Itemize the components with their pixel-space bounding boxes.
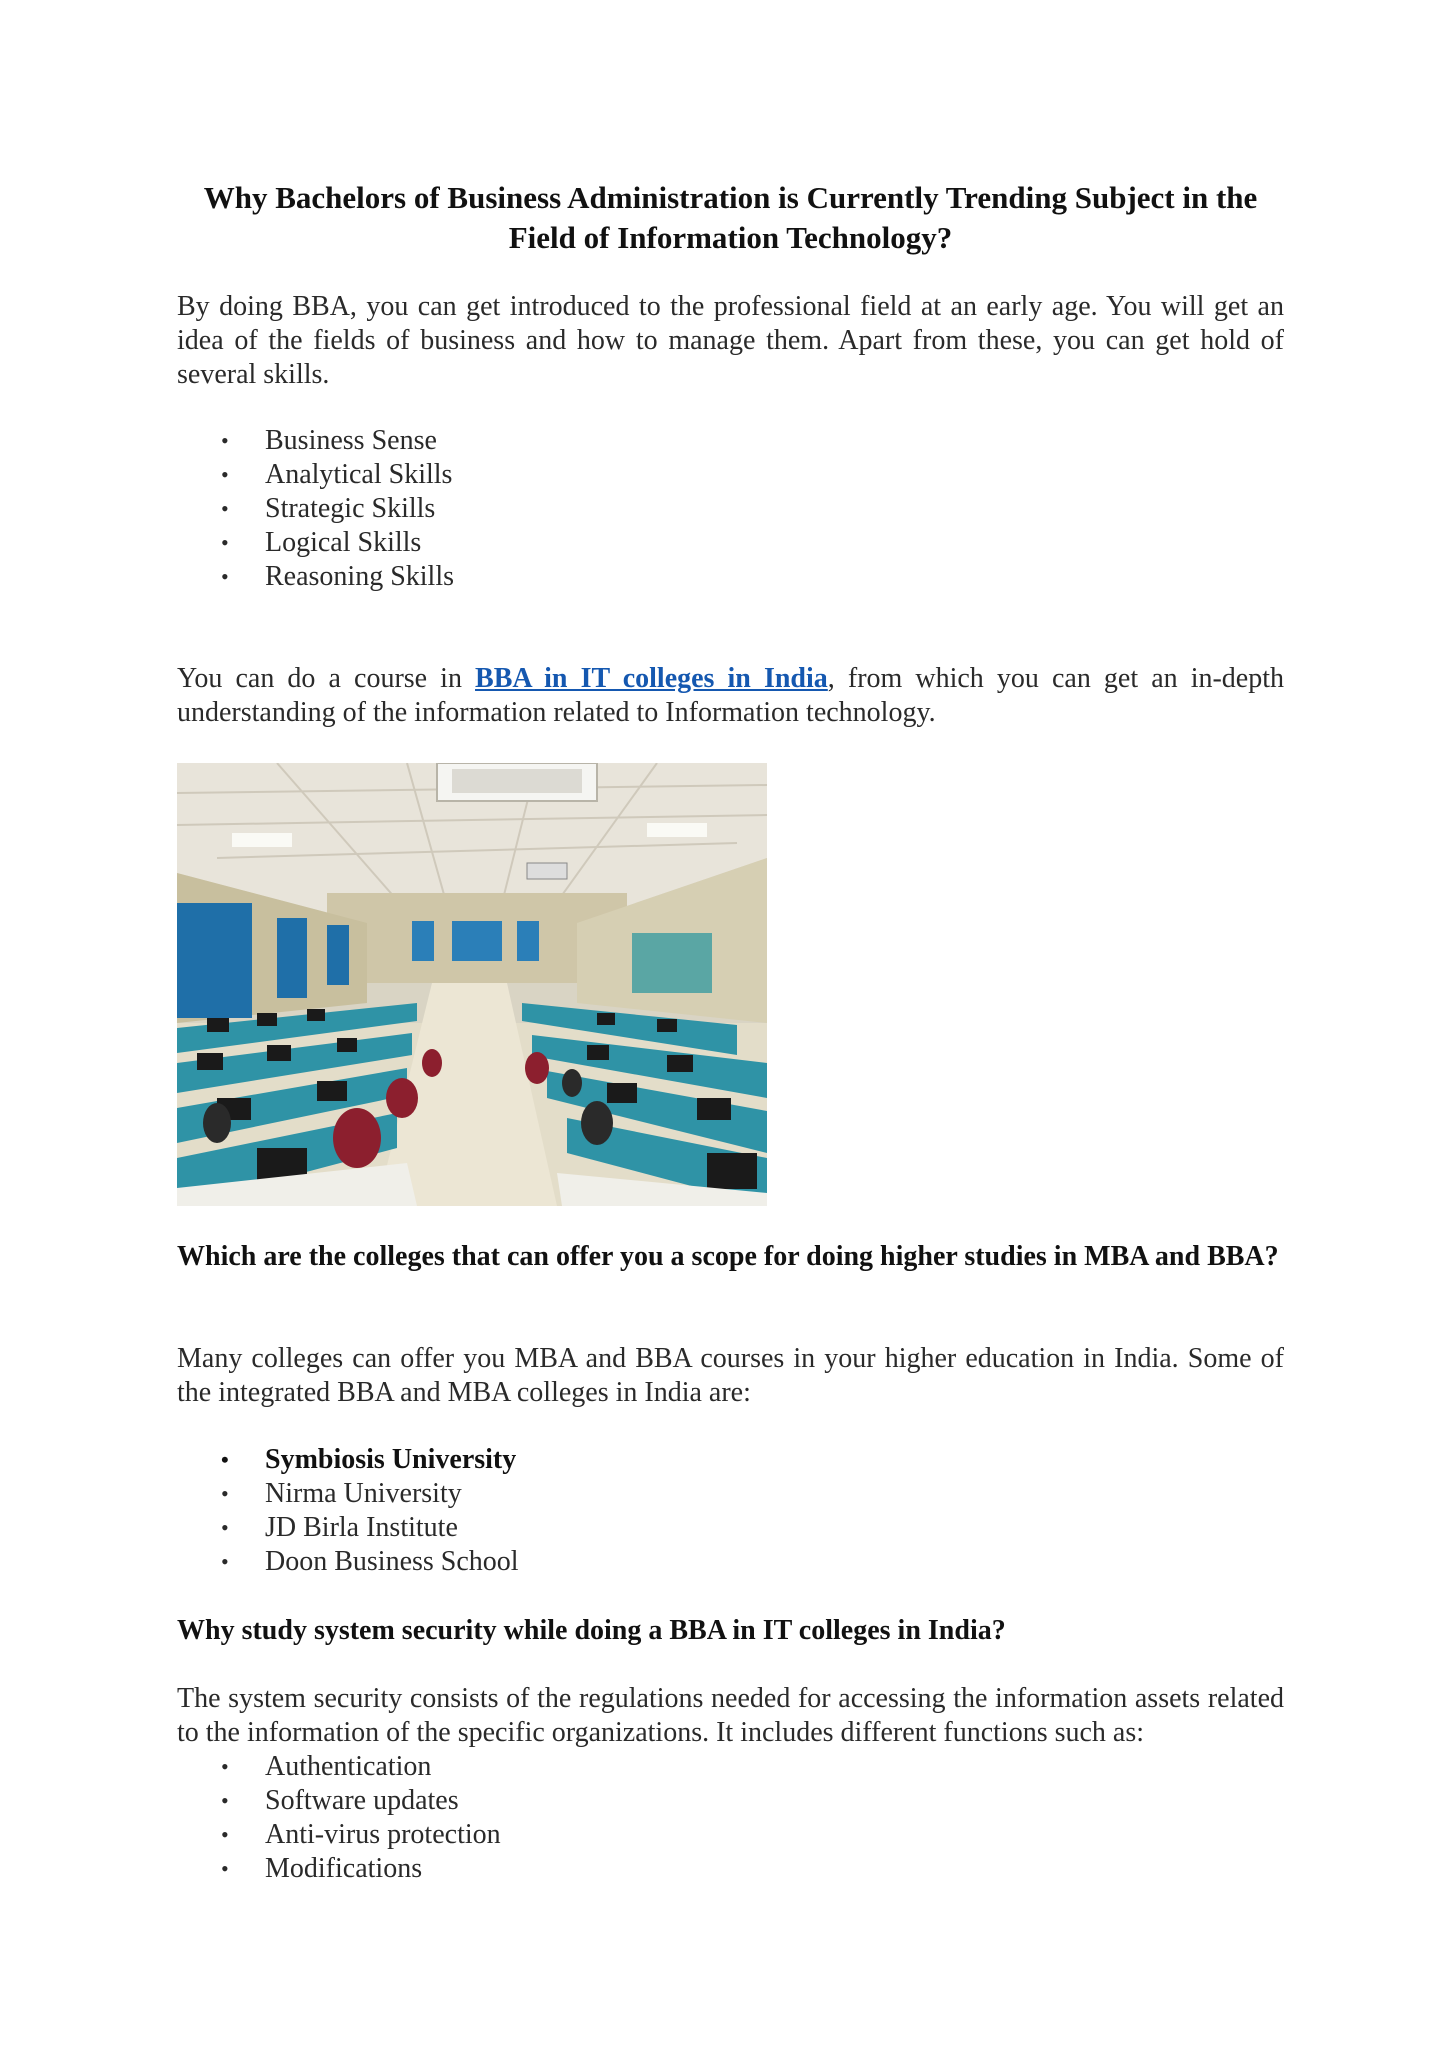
bba-it-colleges-link[interactable]: BBA in IT colleges in India bbox=[475, 663, 828, 694]
list-item: • Anti-virus protection bbox=[221, 1819, 501, 1850]
bullet-icon: • bbox=[221, 530, 229, 555]
list-item: • Analytical Skills bbox=[221, 459, 453, 490]
colleges-intro-paragraph: Many colleges can offer you MBA and BBA courses in your higher education in India. Some of the integrated BBA and MBA colleges in India are: bbox=[177, 1343, 1284, 1408]
colleges-heading: Which are the colleges that can offer you a scope for doing higher studies in MBA and BBA? bbox=[177, 1241, 1279, 1272]
list-item: • Strategic Skills bbox=[221, 493, 436, 524]
bullet-icon: • bbox=[221, 564, 229, 589]
bullet-icon: • bbox=[221, 1549, 229, 1574]
page-title: Why Bachelors of Business Administration is Currently Trending Subject in the Field of Information Technology? bbox=[203, 180, 1258, 255]
colleges-list bbox=[177, 1443, 519, 1579]
bullet-icon: • bbox=[221, 1788, 229, 1813]
list-item: • Doon Business School bbox=[221, 1546, 519, 1577]
list-item: • Logical Skills bbox=[221, 527, 422, 558]
security-functions-list bbox=[177, 1750, 501, 1886]
skills-list bbox=[177, 424, 454, 594]
list-item: • Modifications bbox=[221, 1853, 423, 1884]
list-item: • Reasoning Skills bbox=[221, 561, 455, 592]
list-item: • Software updates bbox=[221, 1785, 459, 1816]
bullet-icon: • bbox=[221, 1856, 229, 1881]
list-item: • Authentication bbox=[221, 1751, 432, 1782]
computer-lab-photo bbox=[177, 763, 767, 1206]
bullet-icon: • bbox=[221, 1754, 229, 1779]
bullet-icon: • bbox=[221, 1515, 229, 1540]
bullet-icon: • bbox=[221, 428, 229, 453]
list-item: • JD Birla Institute bbox=[221, 1512, 458, 1543]
bullet-icon: • bbox=[221, 462, 229, 487]
bullet-icon: • bbox=[221, 1822, 229, 1847]
security-intro-paragraph: The system security consists of the regulations needed for accessing the information assets related to the information of the specific organizations. It includes different functions such as: bbox=[177, 1683, 1284, 1748]
course-paragraph: You can do a course in BBA in IT colleges in India, from which you can get an in-depth understanding of the information related to Information technology. bbox=[177, 663, 1285, 728]
bullet-icon: • bbox=[221, 1447, 229, 1472]
security-heading: Why study system security while doing a BBA in IT colleges in India? bbox=[177, 1615, 1006, 1646]
list-item: • Nirma University bbox=[221, 1478, 462, 1509]
list-item: • Business Sense bbox=[221, 425, 437, 456]
bullet-icon: • bbox=[221, 1481, 229, 1506]
list-item: • Symbiosis University bbox=[221, 1444, 517, 1475]
bullet-icon: • bbox=[221, 496, 229, 521]
intro-paragraph: By doing BBA, you can get introduced to the professional field at an early age. You will get an idea of the fields of business and how to manage them. Apart from these, you can get hold of several skills. bbox=[177, 291, 1284, 390]
